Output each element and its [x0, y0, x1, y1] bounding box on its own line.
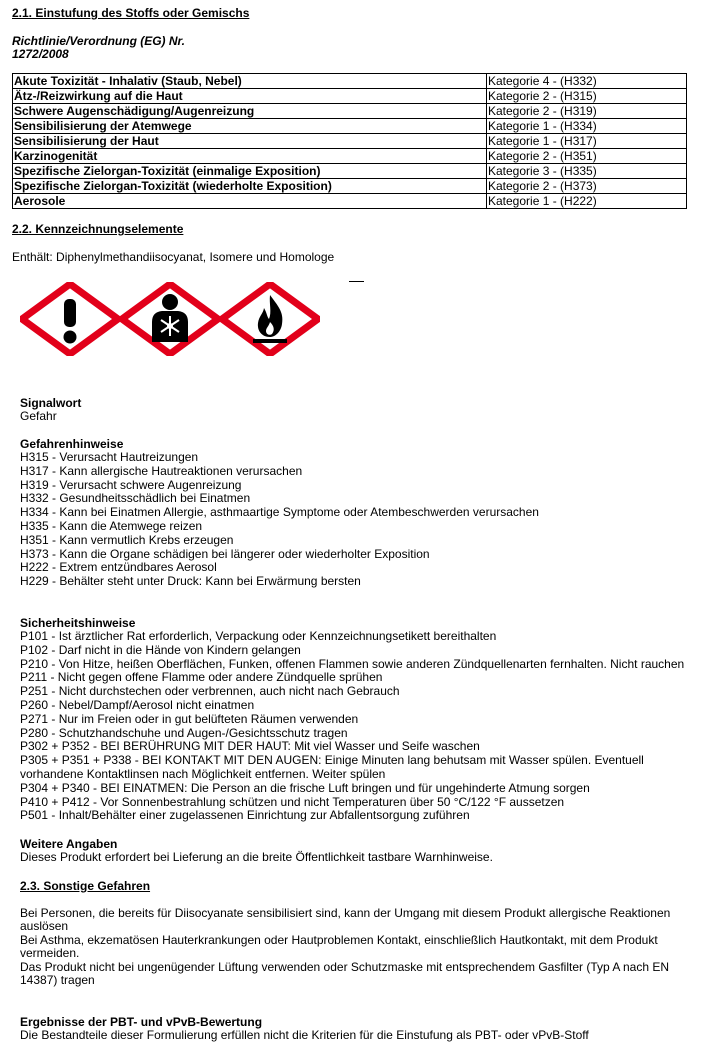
precautionary-statement: P271 - Nur im Freien oder in gut belüfteten Räumen verwenden	[20, 711, 359, 726]
further-info-text: Dieses Produkt erfordert bei Lieferung an die breite Öffentlichkeit tastbare Warnhinweise.	[20, 850, 493, 864]
section-2-1-heading: 2.1. Einstufung des Stoffs oder Gemischs	[12, 6, 250, 20]
regulation-label	[12, 35, 185, 61]
precautionary-statement: P101 - Ist ärztlicher Rat erforderlich, Verpackung oder Kennzeichnungsetikett bereithalten	[20, 629, 497, 643]
pbt-label: Ergebnisse der PBT- und vPvB-Bewertung	[20, 1015, 263, 1029]
precautionary-statements-label: Sicherheitshinweise	[20, 616, 136, 630]
classification-row	[13, 119, 687, 134]
precautionary-statement: P280 - Schutzhandschuhe und Augen-/Gesichtsschutz tragen	[20, 725, 348, 740]
hazard-statements-list	[20, 451, 539, 589]
hazard-class: Sensibilisierung der Atemwege	[13, 119, 487, 134]
precautionary-statement: P305 + P351 + P338 - BEI KONTAKT MIT DEN AUGEN: Einige Minuten lang behutsam mit Wasser spülen. Eventuell vorhandene Kontaktlinsen nach Möglichkeit entfernen. Weiter spülen	[20, 753, 644, 781]
classification-table	[12, 73, 687, 209]
hazard-statement: H335 - Kann die Atemwege reizen	[20, 518, 203, 533]
precautionary-statement: P501 - Inhalt/Behälter einer zugelassenen Einrichtung zur Abfallentsorgung zuführen	[20, 808, 470, 823]
regulation-line-2: 1272/2008	[12, 47, 69, 61]
hazard-statements-label: Gefahrenhinweise	[20, 437, 124, 451]
exclamation-mark-icon	[20, 282, 120, 356]
hazard-statement: H332 - Gesundheitsschädlich bei Einatmen	[20, 491, 251, 506]
hazard-class: Akute Toxizität - Inhalativ (Staub, Nebel)	[13, 74, 487, 89]
hazard-class: Karzinogenität	[13, 149, 487, 164]
hazard-statement: H319 - Verursacht schwere Augenreizung	[20, 477, 242, 492]
precautionary-statement: P251 - Nicht durchstechen oder verbrennen, auch nicht nach Gebrauch	[20, 684, 400, 699]
classification-row	[13, 164, 687, 179]
classification-row	[13, 74, 687, 89]
hazard-category: Kategorie 1 - (H317)	[487, 134, 687, 149]
flame-icon	[220, 282, 320, 356]
hazard-statement: H315 - Verursacht Hautreizungen	[20, 450, 199, 464]
section-2-2-heading: 2.2. Kennzeichnungselemente	[12, 222, 184, 236]
classification-row	[13, 134, 687, 149]
precautionary-statement: P260 - Nebel/Dampf/Aerosol nicht einatmen	[20, 697, 255, 712]
contains-text: Enthält: Diphenylmethandiisocyanat, Isomere und Homologe	[12, 250, 335, 264]
hazard-statement: H351 - Kann vermutlich Krebs erzeugen	[20, 532, 234, 547]
other-hazards-paragraph-2: Bei Asthma, ekzematösen Hauterkrankungen oder Hautproblemen Kontakt, einschließlich Hautkontakt, mit dem Produkt vermeiden.	[20, 933, 658, 960]
precautionary-statement: P102 - Darf nicht in die Hände von Kindern gelangen	[20, 642, 301, 657]
hazard-category: Kategorie 3 - (H335)	[487, 164, 687, 179]
classification-row	[13, 179, 687, 194]
precautionary-statement: P304 + P340 - BEI EINATMEN: Die Person an die frische Luft bringen und für ungehinderte Atmung sorgen	[20, 780, 590, 795]
precautionary-statement: P302 + P352 - BEI BERÜHRUNG MIT DER HAUT: Mit viel Wasser und Seife waschen	[20, 739, 480, 754]
separator-dash	[349, 281, 364, 282]
hazard-category: Kategorie 1 - (H334)	[487, 119, 687, 134]
pbt-text: Die Bestandteile dieser Formulierung erfüllen nicht die Kriterien für die Einstufung als PBT- oder vPvB-Stoff	[20, 1028, 589, 1042]
precautionary-statement: P210 - Von Hitze, heißen Oberflächen, Funken, offenen Flammen sowie anderen Zündquellenarten fernhalten. Nicht rauchen	[20, 656, 685, 671]
classification-row	[13, 149, 687, 164]
hazard-category: Kategorie 1 - (H222)	[487, 194, 687, 209]
classification-row	[13, 104, 687, 119]
hazard-statement: H317 - Kann allergische Hautreaktionen verursachen	[20, 463, 303, 478]
signal-word: Gefahr	[20, 409, 57, 423]
signal-word-label: Signalwort	[20, 396, 82, 410]
hazard-statement: H229 - Behälter steht unter Druck: Kann bei Erwärmung bersten	[20, 574, 361, 589]
health-hazard-icon	[120, 282, 220, 356]
further-info-label: Weitere Angaben	[20, 837, 118, 851]
hazard-statement: H222 - Extrem entzündbares Aerosol	[20, 560, 217, 575]
other-hazards-paragraph-1: Bei Personen, die bereits für Diisocyanate sensibilisiert sind, kann der Umgang mit diesem Produkt allergische Reaktionen auslösen	[20, 906, 671, 933]
classification-row	[13, 89, 687, 104]
precautionary-statement: P410 + P412 - Vor Sonnenbestrahlung schützen und nicht Temperaturen über 50 °C/122 °F aussetzen	[20, 794, 565, 809]
hazard-class: Ätz-/Reizwirkung auf die Haut	[13, 89, 487, 104]
hazard-category: Kategorie 2 - (H315)	[487, 89, 687, 104]
classification-row	[13, 194, 687, 209]
hazard-category: Kategorie 2 - (H351)	[487, 149, 687, 164]
hazard-class: Sensibilisierung der Haut	[13, 134, 487, 149]
hazard-class: Spezifische Zielorgan-Toxizität (einmalige Exposition)	[13, 164, 487, 179]
hazard-category: Kategorie 2 - (H319)	[487, 104, 687, 119]
other-hazards-paragraph-3: Das Produkt nicht bei ungenügender Lüftung verwenden oder Schutzmaske mit entsprechendem Gasfilter (Typ A nach EN 14387) tragen	[20, 960, 670, 987]
section-2-3-heading: 2.3. Sonstige Gefahren	[20, 879, 151, 893]
hazard-class: Spezifische Zielorgan-Toxizität (wiederholte Exposition)	[13, 179, 487, 194]
hazard-class: Aerosole	[13, 194, 487, 209]
hazard-category: Kategorie 4 - (H332)	[487, 74, 687, 89]
precautionary-statements-list	[20, 630, 690, 823]
hazard-class: Schwere Augenschädigung/Augenreizung	[13, 104, 487, 119]
hazard-category: Kategorie 2 - (H373)	[487, 179, 687, 194]
hazard-statement: H334 - Kann bei Einatmen Allergie, asthmaartige Symptome oder Atembeschwerden verursachen	[20, 505, 539, 520]
hazard-statement: H373 - Kann die Organe schädigen bei längerer oder wiederholter Exposition	[20, 546, 430, 561]
regulation-line-1: Richtlinie/Verordnung (EG) Nr.	[12, 34, 185, 48]
precautionary-statement: P211 - Nicht gegen offene Flamme oder andere Zündquelle sprühen	[20, 670, 383, 685]
